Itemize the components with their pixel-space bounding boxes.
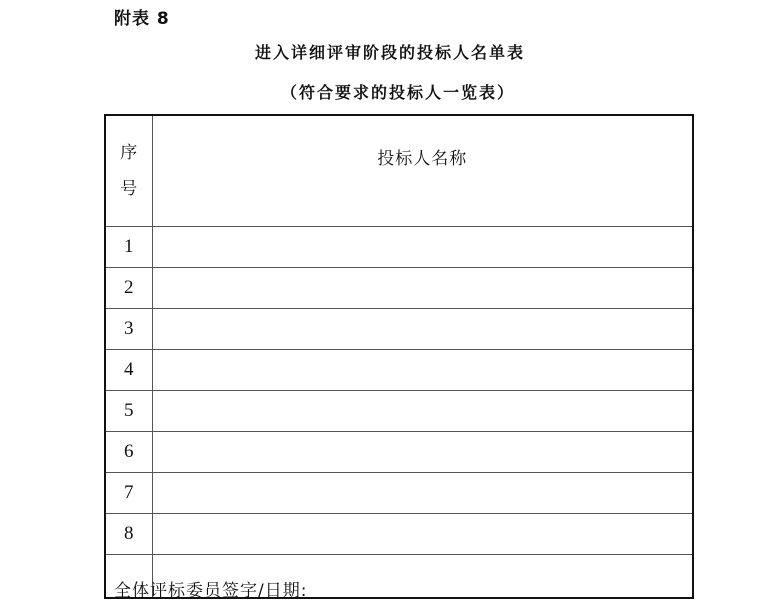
row-number: 5 — [105, 391, 152, 432]
document-subtitle: （符合要求的投标人一览表） — [280, 83, 515, 102]
bidder-name-cell — [152, 473, 693, 514]
bidder-name-cell — [152, 309, 693, 350]
bidder-name-cell — [152, 268, 693, 309]
row-number: 4 — [105, 350, 152, 391]
row-number: 1 — [105, 227, 152, 268]
table-row — [105, 350, 693, 391]
document-title: 进入详细评审阶段的投标人名单表 — [254, 43, 525, 62]
row-number: 7 — [105, 473, 152, 514]
row-number: 3 — [105, 309, 152, 350]
table-row — [105, 514, 693, 555]
signature-date-label: 全体评标委员签字/日期: — [114, 581, 308, 601]
table-header-row — [105, 115, 693, 227]
row-number: 6 — [105, 432, 152, 473]
table-row — [105, 268, 693, 309]
row-number: 8 — [105, 514, 152, 555]
bidder-name-cell — [152, 350, 693, 391]
table-row — [105, 309, 693, 350]
header-seq-cell — [105, 115, 152, 227]
row-number: 2 — [105, 268, 152, 309]
bidder-name-cell — [152, 514, 693, 555]
header-seq-char-2: 号 — [120, 179, 138, 199]
appendix-label: 附表 8 — [114, 9, 170, 29]
table-row — [105, 227, 693, 268]
table-row — [105, 432, 693, 473]
header-bidder-name: 投标人名称 — [152, 115, 693, 227]
bidder-name-cell — [152, 227, 693, 268]
table-row — [105, 473, 693, 514]
bidder-list-table — [104, 114, 694, 599]
bidder-name-cell — [152, 391, 693, 432]
table-row — [105, 391, 693, 432]
header-seq-char-1: 序 — [120, 143, 138, 163]
bidder-name-cell — [152, 432, 693, 473]
